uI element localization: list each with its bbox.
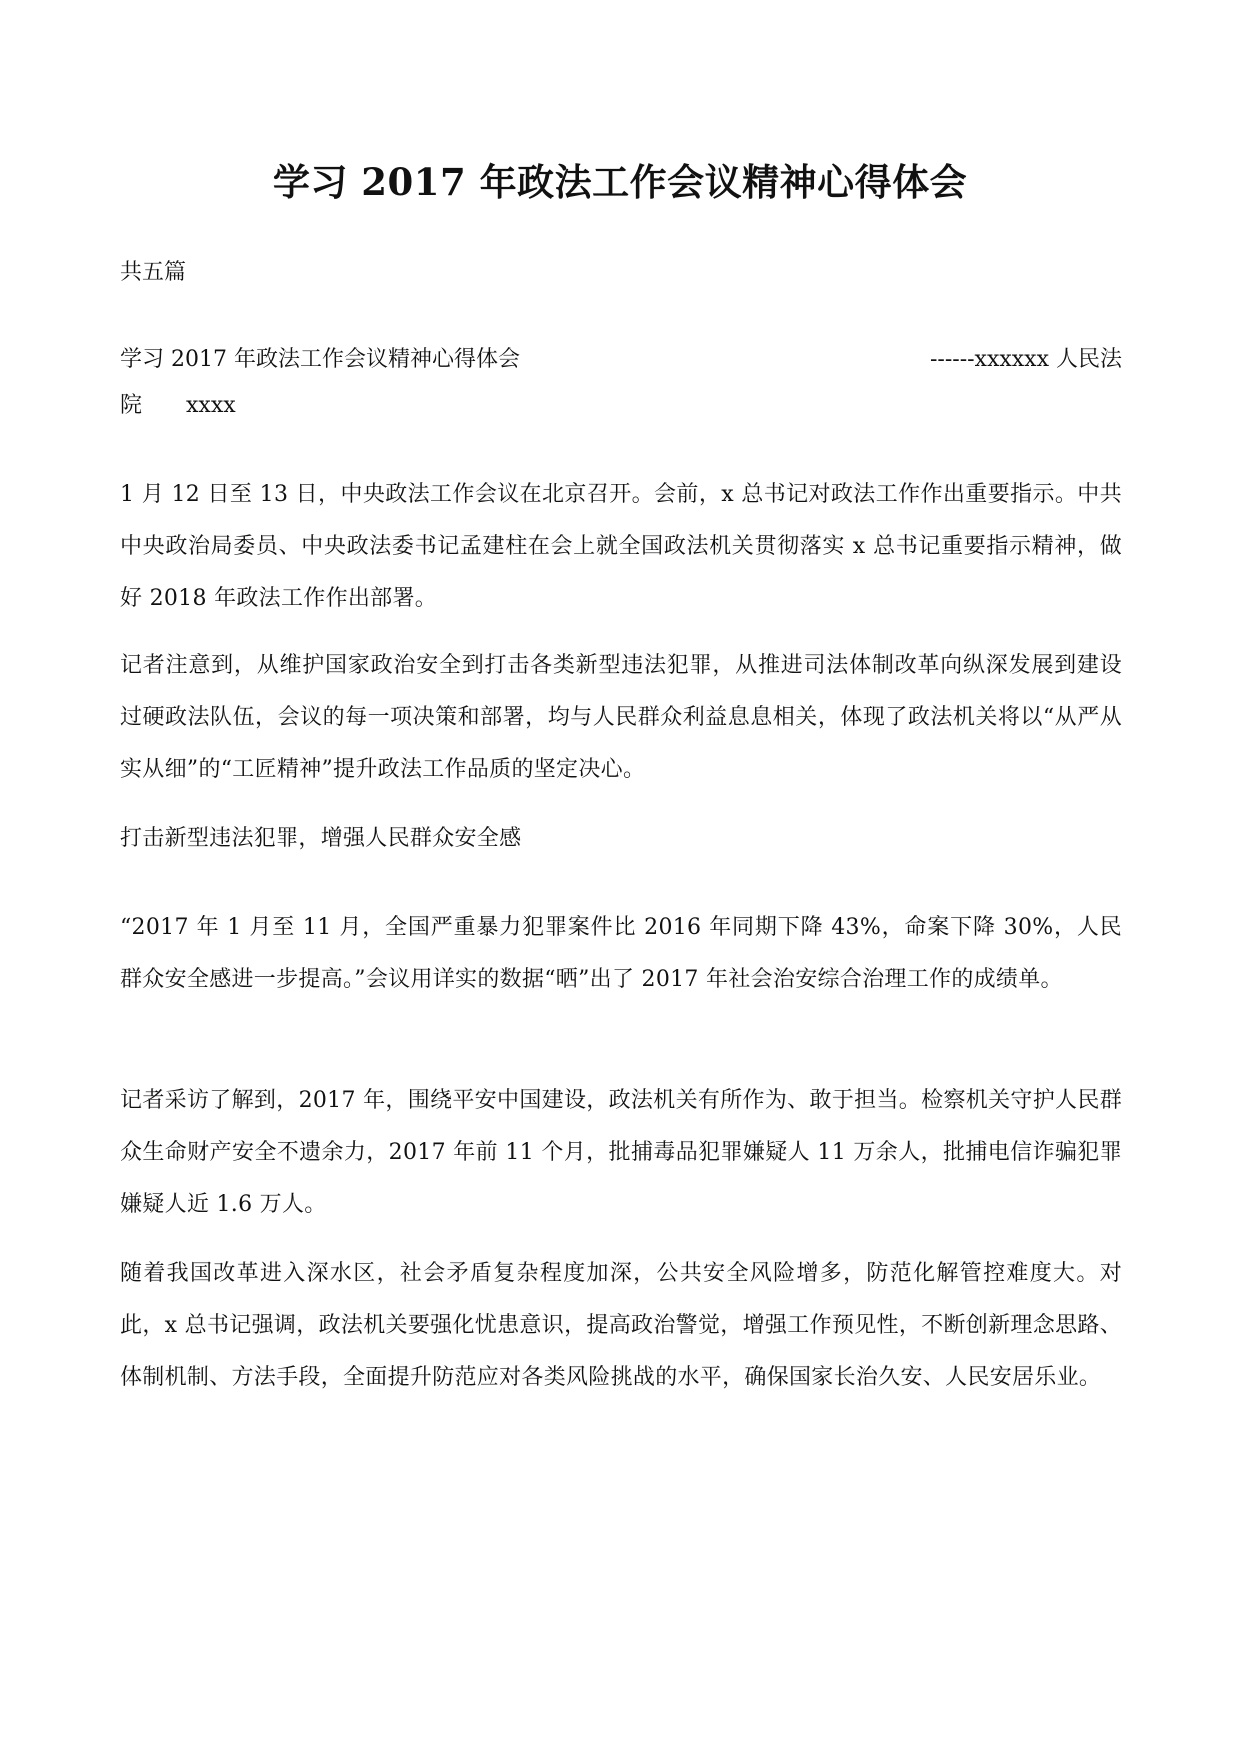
- author-byline-continued: 院 xxxx: [120, 393, 236, 418]
- author-byline: ------xxxxxx 人民法: [929, 347, 1122, 372]
- paragraph-3: “2017 年 1 月至 11 月，全国严重暴力犯罪案件比 2016 年同期下降 43%，命案下降 30%，人民群众安全感进一步提高。”会议用详实的数据“晒”出了 2017 年社会治安综合治理工作的成绩单。: [120, 915, 1122, 992]
- count-label: 共五篇: [120, 260, 187, 285]
- paragraph-5: 随着我国改革进入深水区，社会矛盾复杂程度加深，公共安全风险增多，防范化解管控难度大。对此，x 总书记强调，政法机关要强化忧患意识，提高政治警觉，增强工作预见性，不断创新理念思路、体制机制、方法手段，全面提升防范应对各类风险挑战的水平，确保国家长治久安、人民安居乐业。: [120, 1261, 1123, 1390]
- section-heading: 打击新型违法犯罪，增强人民群众安全感: [120, 826, 522, 851]
- paragraph-1: 1 月 12 日至 13 日，中央政法工作会议在北京召开。会前，x 总书记对政法工作作出重要指示。中共中央政治局委员、中央政法委书记孟建柱在会上就全国政法机关贯彻落实 x 总书记重要指示精神，做好 2018 年政法工作作出部署。: [120, 482, 1122, 611]
- paragraph-2: 记者注意到，从维护国家政治安全到打击各类新型违法犯罪，从推进司法体制改革向纵深发展到建设过硬政法队伍，会议的每一项决策和部署，均与人民群众利益息息相关，体现了政法机关将以“从严从实从细”的“工匠精神”提升政法工作品质的坚定决心。: [120, 653, 1122, 782]
- paragraph-4: 记者采访了解到，2017 年，围绕平安中国建设，政法机关有所作为、敢于担当。检察机关守护人民群众生命财产安全不遗余力，2017 年前 11 个月，批捕毒品犯罪嫌疑人 11 万余人，批捕电信诈骗犯罪嫌疑人近 1.6 万人。: [120, 1088, 1122, 1217]
- document-title: 学习 2017 年政法工作会议精神心得体会: [272, 160, 968, 204]
- subheading-title: 学习 2017 年政法工作会议精神心得体会: [120, 347, 520, 372]
